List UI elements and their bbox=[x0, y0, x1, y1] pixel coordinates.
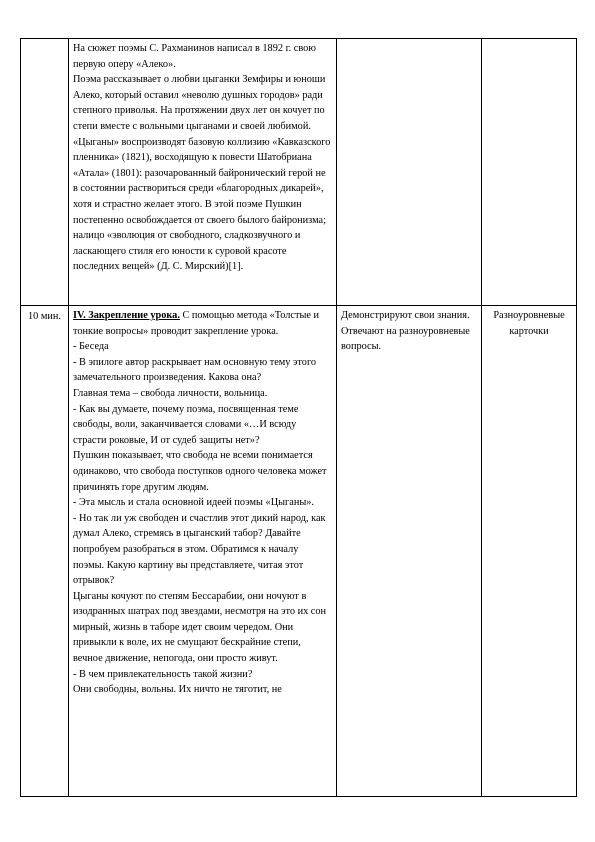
materials-text: Разноуровневые карточки bbox=[493, 310, 565, 337]
stage-description: С помощью метода «Толстые и тонкие вопросы» проводит закрепление урока. bbox=[73, 310, 320, 337]
content-paragraph: «Цыганы» воспроизводят базовую коллизию «Кавказского пленника» (1821), восходящую к повести Шатобриана «Атала» (1801): разочарованный байронический герой не в состоянии раствориться среди «благородных дикарей», хотя и страстно желает этого. В этой поэме Пушкин постепенно освобождается от своего былого байронизма; налицо «эволюция от свободного, сладкозвучного и ласкающего стиля его юности к суровой красоте последних вещей» (Д. С. Мирский)[1]. bbox=[73, 136, 331, 273]
time-text: 10 мин. bbox=[28, 311, 61, 322]
student-activity-cell bbox=[337, 39, 482, 306]
content-cell bbox=[69, 39, 337, 306]
materials-cell bbox=[482, 306, 577, 797]
student-activity-text: Демонстрируют свои знания. Отвечают на разноуровневые вопросы. bbox=[341, 310, 470, 353]
content-paragraph: - Но так ли уж свободен и счастлив этот дикий народ, как думал Алеко, стремясь в цыганский табор? Давайте попробуем разобраться в этом. Обратимся к началу поэмы. Какую картину вы представляете, читая этот отрывок? bbox=[73, 512, 326, 587]
lesson-plan-table bbox=[20, 38, 577, 797]
time-cell bbox=[21, 39, 69, 306]
content-paragraph: Поэма рассказывает о любви цыганки Земфиры и юноши Алеко, который оставил «неволю душных городов» ради степного приволья. На протяжении двух лет он кочует по степи вместе с вольными цыганами и своей любимой. bbox=[73, 74, 326, 132]
table-row bbox=[21, 39, 577, 306]
stage-heading bbox=[73, 308, 332, 339]
student-activity-cell bbox=[337, 306, 482, 797]
content-paragraph: Главная тема – свобода личности, вольница. bbox=[73, 387, 268, 399]
table-row bbox=[21, 306, 577, 797]
content-paragraph: На сюжет поэмы С. Рахманинов написал в 1892 г. свою первую оперу «Алеко». bbox=[73, 43, 316, 70]
content-paragraph: Они свободны, вольны. Их ничто не тяготит, не bbox=[73, 684, 282, 696]
stage-title: IV. Закрепление урока. bbox=[73, 310, 180, 321]
content-paragraph: - Эта мысль и стала основной идеей поэмы «Цыганы». bbox=[73, 497, 314, 509]
materials-cell bbox=[482, 39, 577, 306]
content-cell bbox=[69, 306, 337, 797]
time-text bbox=[25, 41, 64, 42]
content-paragraph: - В эпилоге автор раскрывает нам основную тему этого замечательного произведения. Какова она? bbox=[73, 356, 317, 384]
content-paragraph: Цыганы кочуют по степям Бессарабии, они ночуют в изодранных шатрах под звездами, несмотря на это их сон мирный, жизнь в таборе идет своим чередом. Они привыкли к воле, их не смущают бескрайние степи, вечное движение, непогода, они просто живут. bbox=[73, 590, 327, 665]
content-paragraph: - Беседа bbox=[73, 341, 109, 353]
content-paragraph: - В чем привлекательность такой жизни? bbox=[73, 668, 253, 680]
content-paragraph: Пушкин показывает, что свобода не всеми понимается одинаково, что свобода поступков одного человека может причинять горе другим людям. bbox=[73, 450, 327, 493]
content-paragraph: - Как вы думаете, почему поэма, посвященная теме свободы, воли, заканчивается словами «…И всюду страсти роковые, И от судеб защиты нет»? bbox=[73, 403, 299, 446]
time-cell bbox=[21, 306, 69, 797]
